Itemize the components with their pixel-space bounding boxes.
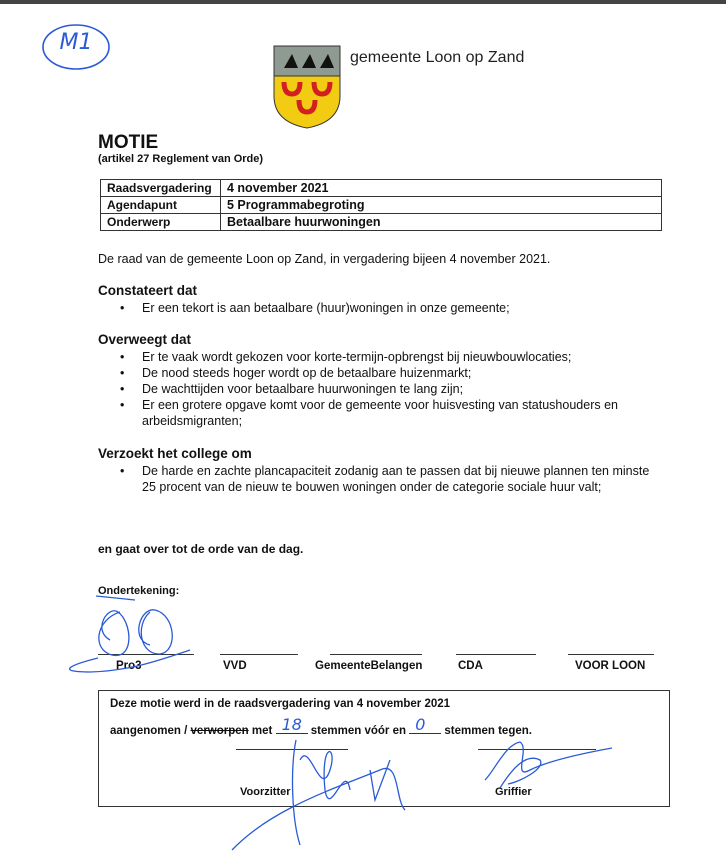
vote-result-line — [110, 715, 532, 737]
list-item: • Er een grotere opgave komt voor de gemeente voor huisvesting van statushouders en arbeidsmigranten; — [122, 397, 662, 429]
meta-label: Raadsvergadering — [101, 180, 221, 197]
meta-value: 5 Programmabegroting — [221, 197, 662, 214]
list-item: • De wachttijden voor betaalbare huurwoningen te lang zijn; — [122, 381, 662, 397]
signature-line — [456, 654, 536, 655]
stamp-text: M1 — [59, 30, 93, 55]
table-row — [101, 197, 662, 214]
meta-table — [100, 179, 662, 231]
result-text: Deze motie werd in de raadsvergadering van 4 november 2021 — [110, 698, 451, 710]
table-row — [101, 214, 662, 231]
section-overweegt — [98, 332, 662, 429]
list-item: • De harde en zachte plancapaciteit zodanig aan te passen dat bij nieuwe plannen ten minste 25 procent van de nieuw te bouwen woningen onder de categorie sociale huur valt; — [122, 463, 662, 495]
list-item: • Er te vaak wordt gekozen voor korte-termijn-opbrengst bij nieuwbouwlocaties; — [122, 349, 662, 365]
municipal-crest-icon — [272, 44, 342, 130]
signature-line — [330, 654, 422, 655]
intro-text: De raad van de gemeente Loon op Zand, in vergadering bijeen 4 november 2021. — [98, 252, 551, 266]
meta-value: 4 november 2021 — [221, 180, 662, 197]
section-heading: Overweegt dat — [98, 332, 192, 347]
section-verzoekt — [98, 446, 662, 495]
document-title: MOTIE — [98, 132, 159, 153]
meta-label: Agendapunt — [101, 197, 221, 214]
signature-line — [478, 749, 596, 750]
signing-label: Ondertekening: — [98, 585, 180, 597]
top-border — [0, 0, 726, 4]
votes-against-field — [409, 715, 441, 734]
party-voor-loon: VOOR LOON — [575, 660, 646, 672]
signature-line — [98, 654, 194, 655]
votes-against-value: 0 — [415, 715, 426, 734]
handwritten-stamp — [40, 22, 112, 72]
party-cda: CDA — [458, 660, 483, 672]
votes-for-value: 18 — [281, 715, 302, 734]
section-heading: Verzoekt het college om — [98, 446, 252, 461]
meta-label: Onderwerp — [101, 214, 221, 231]
list-item: • De nood steeds hoger wordt op de betaalbare huizenmarkt; — [122, 365, 662, 381]
with-text: met — [251, 725, 273, 737]
document-subtitle: (artikel 27 Reglement van Orde) — [98, 153, 264, 165]
votes-for-field — [276, 715, 308, 734]
table-row — [101, 180, 662, 197]
signature-line — [220, 654, 298, 655]
meta-value: Betaalbare huurwoningen — [221, 214, 662, 231]
closing-text: en gaat over tot de orde van de dag. — [98, 542, 304, 556]
list-item: • Er een tekort is aan betaalbare (huur)woningen in onze gemeente; — [122, 300, 662, 316]
party-vvd: VVD — [223, 660, 247, 672]
signature-line — [568, 654, 654, 655]
party-pro3: Pro3 — [116, 660, 142, 672]
section-heading: Constateert dat — [98, 283, 198, 298]
section-constateert — [98, 283, 662, 316]
accepted-text: aangenomen / — [110, 725, 188, 737]
municipality-name: gemeente Loon op Zand — [350, 49, 525, 66]
rejected-text: verworpen — [190, 725, 249, 737]
for-text: stemmen vóór en — [310, 725, 406, 737]
party-gemeentebelangen: GemeenteBelangen — [315, 660, 423, 672]
clerk-label: Griffier — [495, 786, 532, 798]
against-text: stemmen tegen. — [444, 725, 532, 737]
signature-line — [236, 749, 348, 750]
chair-label: Voorzitter — [240, 786, 291, 798]
